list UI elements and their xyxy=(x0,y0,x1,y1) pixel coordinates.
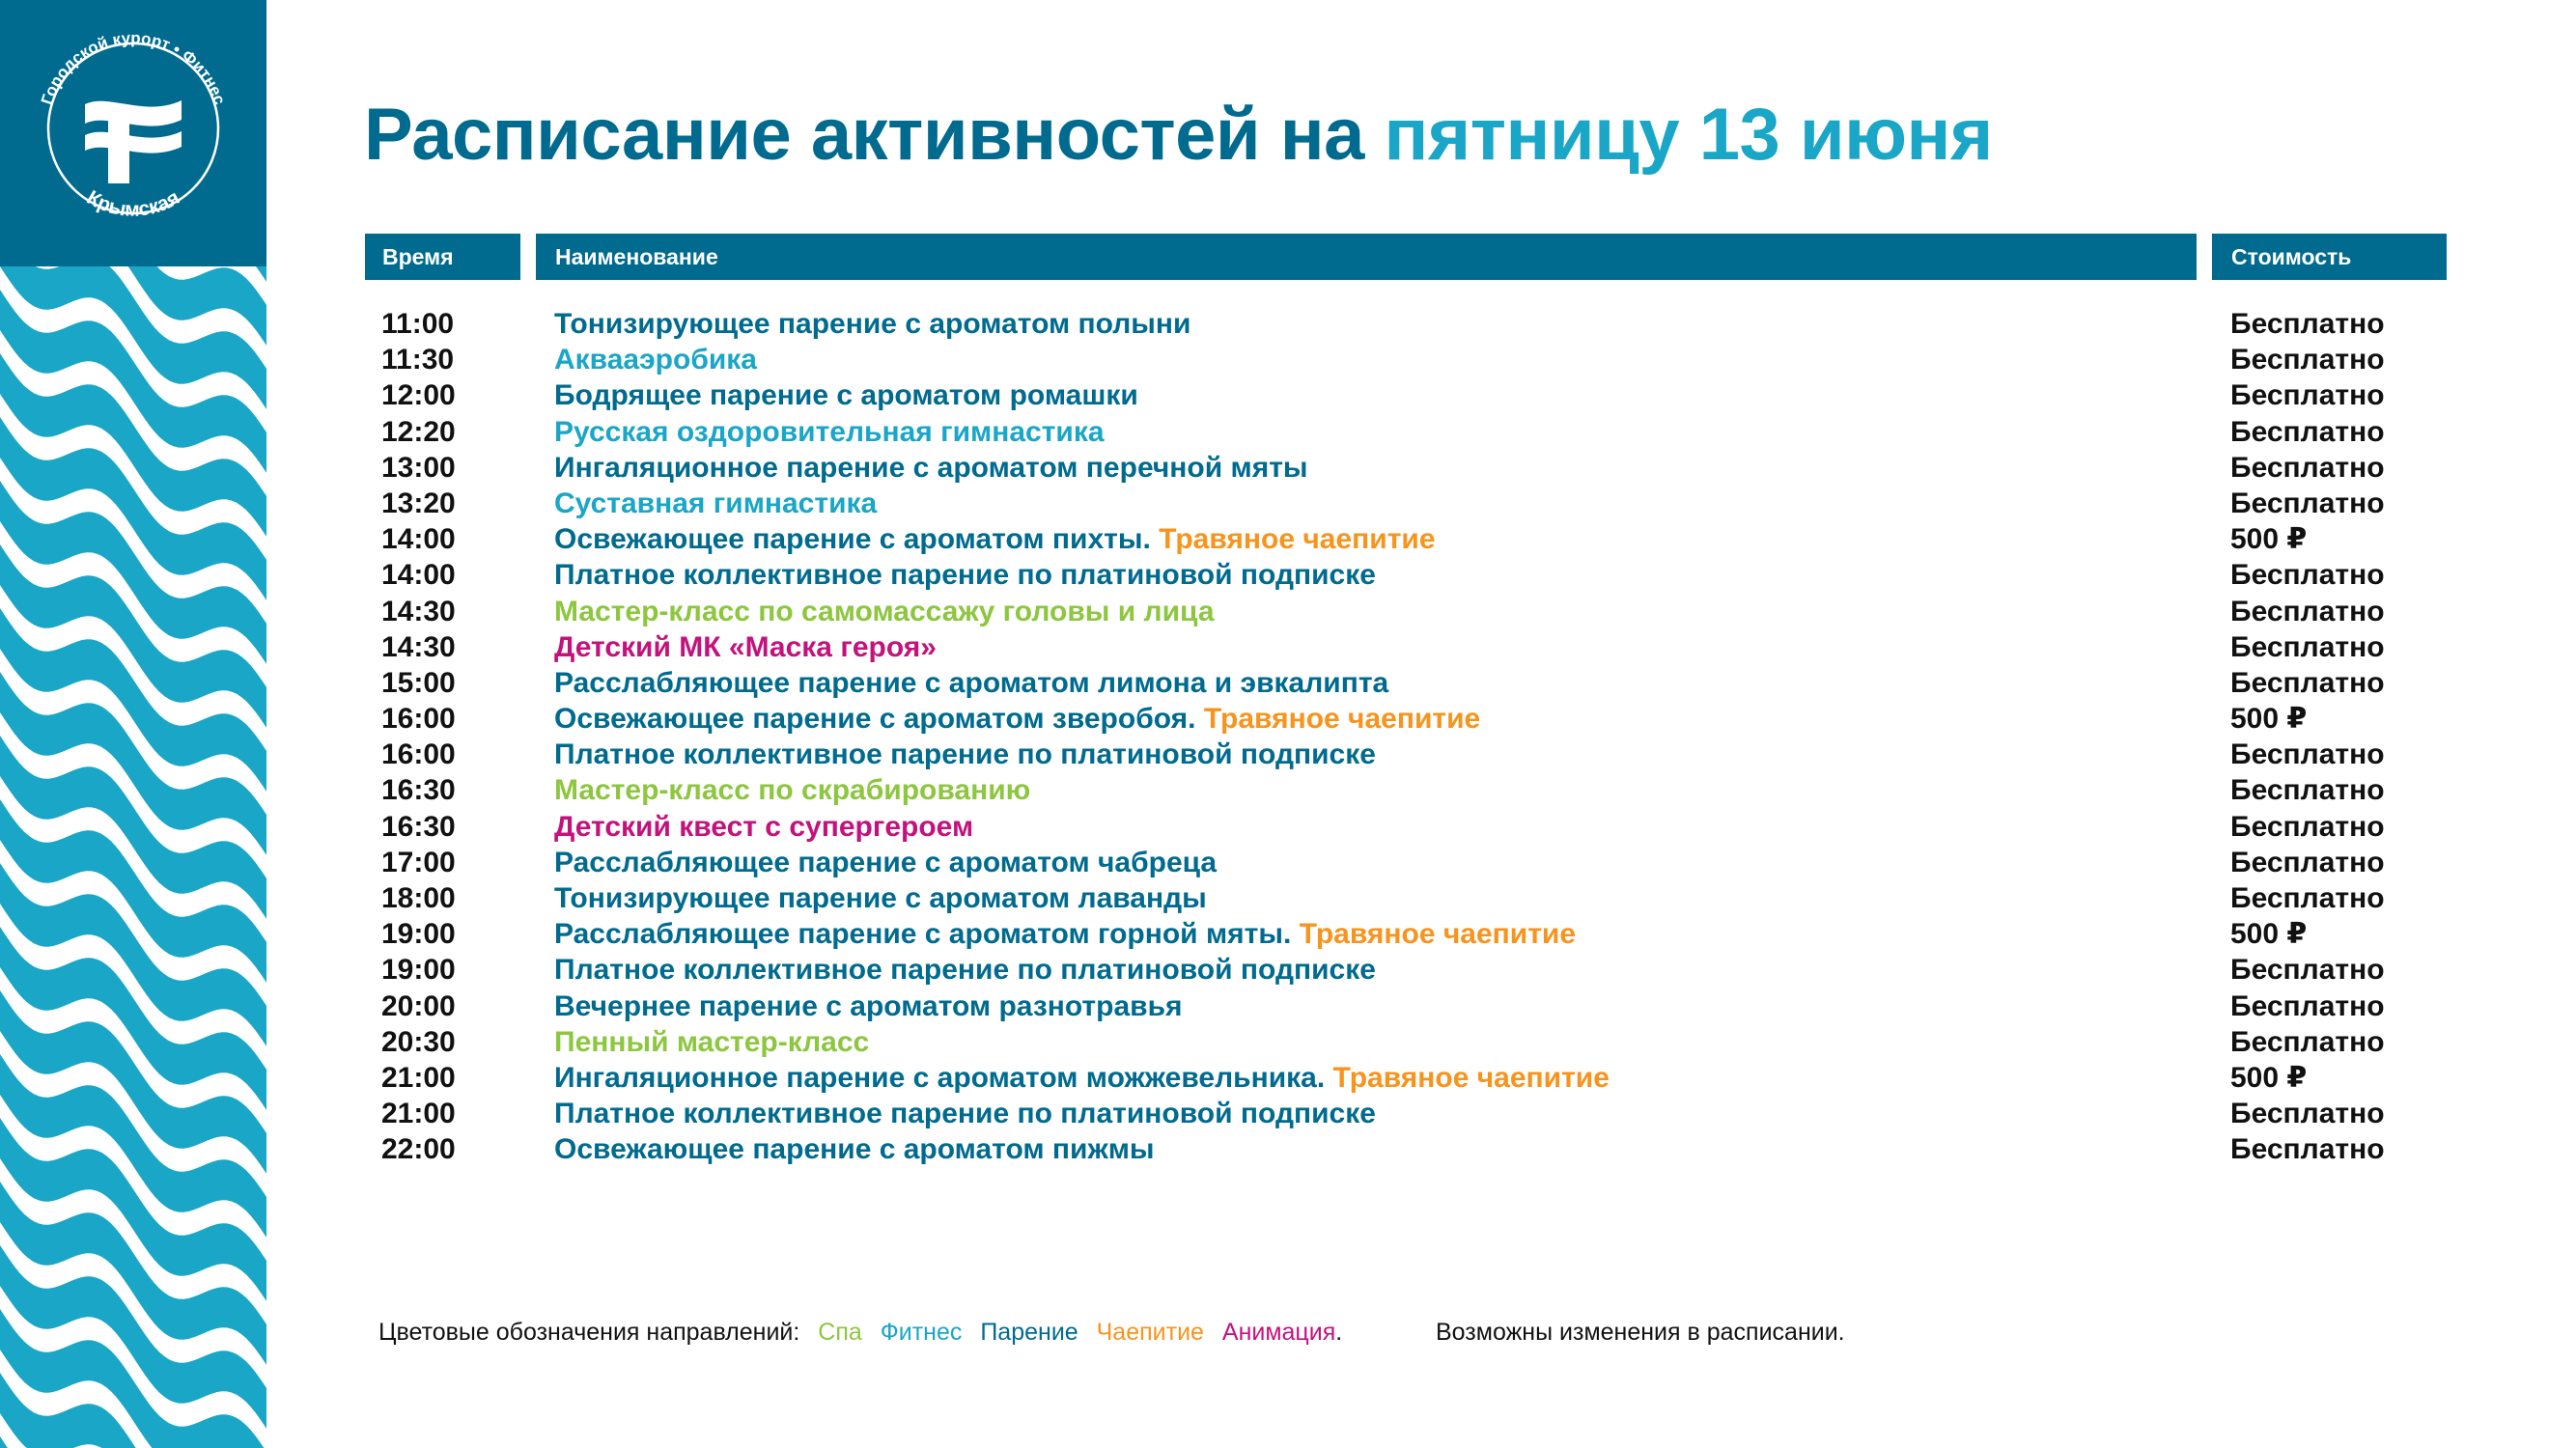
row-time: 14:00 xyxy=(381,523,456,556)
table-row xyxy=(0,989,2576,1024)
row-name-text: Ингаляционное парение с ароматом перечной мяты xyxy=(554,451,1308,484)
schedule-note: Возможны изменения в расписании. xyxy=(1436,1319,1845,1346)
row-time: 17:00 xyxy=(381,846,456,878)
row-name-text: Расслабляющее парение с ароматом лимона и эвкалипта xyxy=(554,666,1389,699)
title-part-date: пятницу 13 июня xyxy=(1384,94,1993,176)
row-name xyxy=(554,737,1376,772)
logo-icon xyxy=(0,0,266,266)
row-price: 500 ₽ xyxy=(2230,918,2308,951)
legend-spa: Спа xyxy=(818,1319,862,1346)
row-name-text: Детский квест с супергероем xyxy=(554,810,974,843)
row-name xyxy=(554,701,1480,737)
row-time: 19:00 xyxy=(381,954,456,987)
row-time: 14:00 xyxy=(381,559,456,592)
row-name-text: Платное коллективное парение по платиновой подписке xyxy=(554,738,1376,771)
row-time: 13:20 xyxy=(381,487,456,519)
row-name xyxy=(554,916,1576,952)
row-name-text: Платное коллективное парение по платиновой подписке xyxy=(554,1098,1376,1130)
row-price: 500 ₽ xyxy=(2230,703,2308,736)
row-name xyxy=(554,772,1030,808)
row-price: Бесплатно xyxy=(2230,379,2385,412)
row-name xyxy=(554,665,1388,701)
row-name xyxy=(554,1024,869,1060)
row-name xyxy=(554,1096,1376,1131)
page-title xyxy=(364,93,1993,177)
row-name xyxy=(554,845,1217,880)
table-row xyxy=(0,952,2576,988)
table-row xyxy=(0,342,2576,377)
row-name xyxy=(554,486,877,521)
row-price: Бесплатно xyxy=(2230,595,2385,627)
row-name-text: Бодрящее парение с ароматом ромашки xyxy=(554,379,1138,412)
row-name-text: Освежающее парение с ароматом пижмы xyxy=(554,1133,1155,1166)
row-name xyxy=(554,594,1215,629)
table-row xyxy=(0,1024,2576,1060)
row-name xyxy=(554,521,1436,557)
row-name-text: Платное коллективное парение по платиновой подписке xyxy=(554,559,1376,592)
row-time: 19:00 xyxy=(381,918,456,951)
legend-steam: Парение xyxy=(980,1319,1078,1346)
row-price: Бесплатно xyxy=(2230,487,2385,519)
row-name xyxy=(554,989,1183,1024)
header-name: Наименование xyxy=(536,234,2197,280)
row-name xyxy=(554,377,1138,413)
row-price: Бесплатно xyxy=(2230,1133,2385,1166)
row-name xyxy=(554,1060,1610,1096)
row-tea-extra: Травяное чаепитие xyxy=(1299,918,1577,951)
table-row xyxy=(0,377,2576,413)
row-price: Бесплатно xyxy=(2230,989,2385,1022)
row-name-text: Мастер-класс по скрабированию xyxy=(554,774,1031,807)
svg-text:Городской курорт • Фитнес xyxy=(38,29,229,107)
table-row xyxy=(0,450,2576,486)
table-row xyxy=(0,809,2576,845)
row-time: 16:00 xyxy=(381,738,456,771)
logo xyxy=(0,0,266,266)
row-time: 16:30 xyxy=(381,810,456,843)
legend-tea: Чаепитие xyxy=(1096,1319,1204,1346)
table-row xyxy=(0,916,2576,952)
title-part-main: Расписание активностей на xyxy=(364,94,1385,176)
row-time: 15:00 xyxy=(381,666,456,699)
row-name xyxy=(554,1131,1155,1167)
row-price: 500 ₽ xyxy=(2230,523,2308,556)
row-price: Бесплатно xyxy=(2230,846,2385,878)
legend-label: Цветовые обозначения направлений: xyxy=(378,1319,800,1346)
row-name xyxy=(554,306,1190,342)
row-time: 12:20 xyxy=(381,415,456,448)
row-name-text: Тонизирующее парение с ароматом полыни xyxy=(554,308,1191,340)
table-row xyxy=(0,1131,2576,1167)
row-time: 22:00 xyxy=(381,1133,456,1166)
row-name-text: Освежающее парение с ароматом зверобоя. xyxy=(554,703,1196,736)
row-price: Бесплатно xyxy=(2230,1025,2385,1058)
row-time: 12:00 xyxy=(381,379,456,412)
row-price: Бесплатно xyxy=(2230,810,2385,843)
row-time: 11:00 xyxy=(381,308,455,340)
table-row xyxy=(0,306,2576,342)
row-name-text: Тонизирующее парение с ароматом лаванды xyxy=(554,882,1207,914)
row-name-text: Платное коллективное парение по платиновой подписке xyxy=(554,954,1376,987)
row-name-text: Аквааэробика xyxy=(554,344,757,376)
row-name-text: Русская оздоровительная гимнастика xyxy=(554,415,1105,448)
row-price: 500 ₽ xyxy=(2230,1061,2308,1094)
logo-location-text: Крымская xyxy=(82,186,184,221)
row-name-text: Расслабляющее парение с ароматом горной мяты. xyxy=(554,918,1292,951)
row-name-text: Вечернее парение с ароматом разнотравья xyxy=(554,989,1183,1022)
table-row xyxy=(0,486,2576,521)
row-time: 14:30 xyxy=(381,595,456,627)
table-row xyxy=(0,629,2576,665)
row-time: 16:00 xyxy=(381,703,456,736)
row-price: Бесплатно xyxy=(2230,630,2385,663)
table-row xyxy=(0,594,2576,629)
table-row xyxy=(0,1096,2576,1131)
row-name xyxy=(554,629,937,665)
table-row xyxy=(0,521,2576,557)
row-name xyxy=(554,952,1376,988)
footer xyxy=(378,1319,1845,1347)
table-row xyxy=(0,880,2576,916)
header-price: Стоимость xyxy=(2212,234,2447,280)
table-row xyxy=(0,701,2576,737)
row-tea-extra: Травяное чаепитие xyxy=(1159,523,1436,556)
row-time: 21:00 xyxy=(381,1061,456,1094)
svg-text:Крымская xyxy=(83,186,183,221)
row-time: 18:00 xyxy=(381,882,456,914)
row-price: Бесплатно xyxy=(2230,774,2385,807)
legend-animation: Анимация. xyxy=(1221,1319,1343,1346)
table-row xyxy=(0,414,2576,450)
table-row xyxy=(0,737,2576,772)
row-name-text: Пенный мастер-класс xyxy=(554,1025,870,1058)
row-time: 20:30 xyxy=(381,1025,456,1058)
row-name xyxy=(554,342,757,377)
row-price: Бесплатно xyxy=(2230,1098,2385,1130)
schedule-table xyxy=(0,306,2576,1168)
row-price: Бесплатно xyxy=(2230,954,2385,987)
row-price: Бесплатно xyxy=(2230,559,2385,592)
table-row xyxy=(0,557,2576,593)
table-row xyxy=(0,665,2576,701)
row-time: 21:00 xyxy=(381,1098,456,1130)
row-time: 14:30 xyxy=(381,630,456,663)
row-price: Бесплатно xyxy=(2230,738,2385,771)
row-name xyxy=(554,809,973,845)
legend-fitness: Фитнес xyxy=(880,1319,963,1346)
row-name xyxy=(554,414,1105,450)
table-row xyxy=(0,772,2576,808)
row-name-text: Ингаляционное парение с ароматом можжевельника. xyxy=(554,1061,1326,1094)
row-name-text: Детский МК «Маска героя» xyxy=(554,630,937,663)
row-name xyxy=(554,557,1376,593)
row-price: Бесплатно xyxy=(2230,308,2385,340)
row-price: Бесплатно xyxy=(2230,666,2385,699)
row-time: 16:30 xyxy=(381,774,456,807)
row-price: Бесплатно xyxy=(2230,344,2385,376)
row-name-text: Суставная гимнастика xyxy=(554,487,878,519)
table-row xyxy=(0,845,2576,880)
header-time: Время xyxy=(365,234,520,280)
table-row xyxy=(0,1060,2576,1096)
row-name-text: Расслабляющее парение с ароматом чабреца xyxy=(554,846,1218,878)
row-price: Бесплатно xyxy=(2230,882,2385,914)
row-price: Бесплатно xyxy=(2230,451,2385,484)
row-name-text: Мастер-класс по самомассажу головы и лица xyxy=(554,595,1215,627)
row-time: 11:30 xyxy=(381,344,455,376)
row-name xyxy=(554,450,1308,486)
row-name xyxy=(554,880,1207,916)
row-tea-extra: Травяное чаепитие xyxy=(1332,1061,1610,1094)
row-time: 20:00 xyxy=(381,989,456,1022)
logo-ring-text: Городской курорт • Фитнес xyxy=(37,28,230,107)
row-name-text: Освежающее парение с ароматом пихты. xyxy=(554,523,1151,556)
row-time: 13:00 xyxy=(381,451,456,484)
row-tea-extra: Травяное чаепитие xyxy=(1203,703,1481,736)
row-price: Бесплатно xyxy=(2230,415,2385,448)
